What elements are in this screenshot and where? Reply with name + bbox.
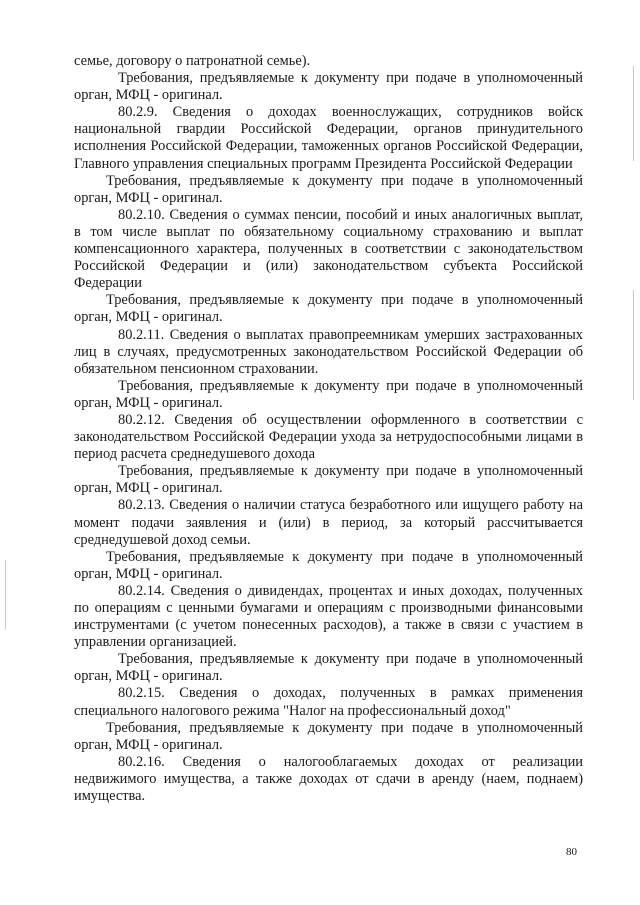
paragraph: 80.2.14. Сведения о дивидендах, процентах и иных доходах, полученных по операциям с ценными бумагами и операциям с производными финансовыми инструментами (с учетом понесенных расходов), а также в связи с участием в управлении организацией. <box>74 582 583 651</box>
paragraph: 80.2.10. Сведения о суммах пенсии, пособий и иных аналогичных выплат, в том числе выплат по обязательному социальному страхованию и выплат компенсационного характера, полученных в соответствии с законодательством Российской Федерации и (или) законодательством субъекта Российской Федерации <box>74 206 583 292</box>
paragraph: Требования, предъявляемые к документу при подаче в уполномоченный орган, МФЦ - оригинал. <box>74 377 583 411</box>
paragraph: Требования, предъявляемые к документу при подаче в уполномоченный орган, МФЦ - оригинал. <box>74 172 583 206</box>
document-body <box>74 53 583 805</box>
paragraph: Требования, предъявляемые к документу при подаче в уполномоченный орган, МФЦ - оригинал. <box>74 70 583 104</box>
scan-edge-mark <box>5 560 6 630</box>
paragraph: Требования, предъявляемые к документу при подаче в уполномоченный орган, МФЦ - оригинал. <box>74 719 583 753</box>
paragraph: 80.2.16. Сведения о налогооблагаемых доходах от реализации недвижимого имущества, а также доходах от сдачи в аренду (наем, поднаем) имущества. <box>74 753 583 805</box>
paragraph: 80.2.9. Сведения о доходах военнослужащих, сотрудников войск национальной гвардии Российской Федерации, органов принудительного исполнения Российской Федерации, таможенных органов Российской Федерации, Главного управления специальных программ Президента Российской Федерации <box>74 104 583 172</box>
paragraph: Требования, предъявляемые к документу при подаче в уполномоченный орган, МФЦ - оригинал. <box>74 292 583 326</box>
paragraph: семье, договору о патронатной семье). <box>74 53 311 69</box>
paragraph: Требования, предъявляемые к документу при подаче в уполномоченный орган, МФЦ - оригинал. <box>74 651 583 685</box>
paragraph: Требования, предъявляемые к документу при подаче в уполномоченный орган, МФЦ - оригинал. <box>74 463 583 497</box>
paragraph: 80.2.15. Сведения о доходах, полученных в рамках применения специального налогового режима "Налог на профессиональный доход" <box>74 685 583 719</box>
page-number: 80 <box>566 846 577 858</box>
paragraph: 80.2.12. Сведения об осуществлении оформленного в соответствии с законодательством Российской Федерации ухода за нетрудоспособными лицами в период расчета среднедушевого дохода <box>74 411 583 463</box>
scan-edge-mark <box>633 290 634 400</box>
paragraph: 80.2.11. Сведения о выплатах правопреемникам умерших застрахованных лиц в случаях, предусмотренных законодательством Российской Федерации об обязательном пенсионном страховании. <box>74 326 583 377</box>
paragraph: 80.2.13. Сведения о наличии статуса безработного или ищущего работу на момент подачи заявления и (или) в период, за который рассчитывается среднедушевой доход семьи. <box>74 497 583 548</box>
paragraph: Требования, предъявляемые к документу при подаче в уполномоченный орган, МФЦ - оригинал. <box>74 548 583 582</box>
scan-edge-mark <box>633 66 634 161</box>
